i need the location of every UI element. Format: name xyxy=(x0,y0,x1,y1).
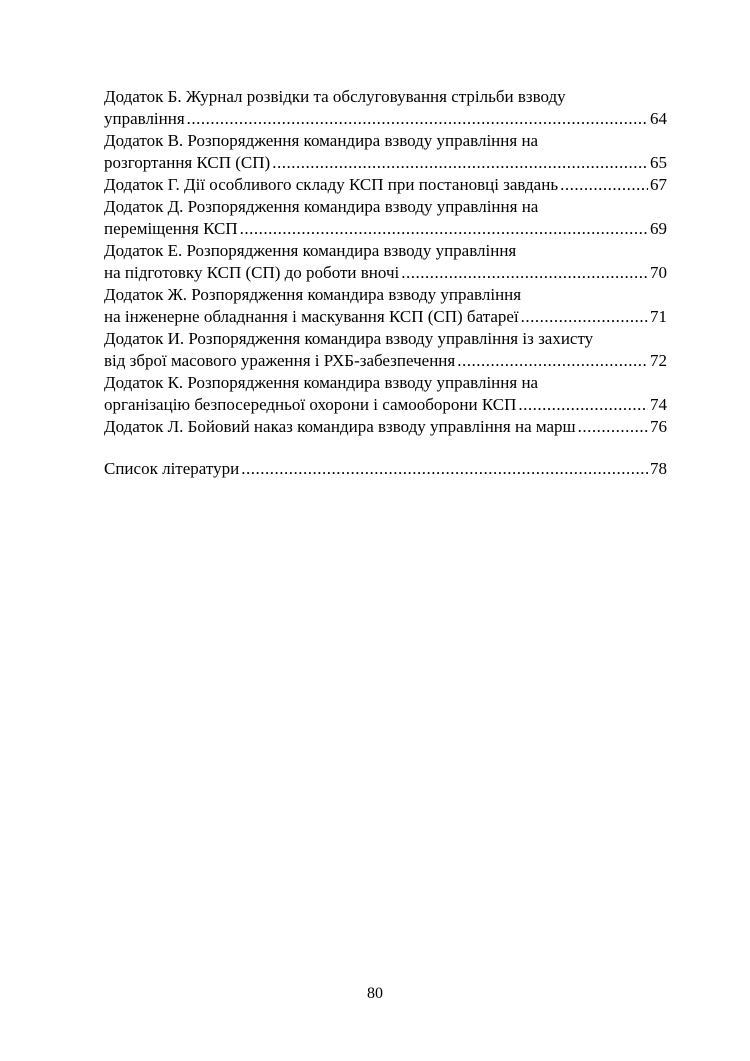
toc-page-number: 64 xyxy=(650,109,667,128)
toc-entry-title-cont: організацію безпосередньої охорони і самооборони КСП xyxy=(104,395,517,414)
toc-entry-dodatok-y xyxy=(104,328,667,372)
toc-entry-dodatok-v xyxy=(104,130,667,174)
toc-page-number: 78 xyxy=(650,459,667,478)
toc-entry-dodatok-l xyxy=(104,416,667,438)
toc-entry-title: Список літератури xyxy=(104,459,240,478)
page-number: 80 xyxy=(367,985,383,1002)
dot-leader xyxy=(401,262,648,284)
toc-entry-title: Додаток К. Розпорядження командира взводу управління на xyxy=(104,373,539,392)
toc-page-number: 70 xyxy=(650,263,667,282)
toc-page-number: 74 xyxy=(650,395,667,414)
toc-entry-title: Додаток Л. Бойовий наказ командира взводу управління на марш xyxy=(104,417,576,436)
toc-page-number: 72 xyxy=(650,351,667,370)
toc-entry-dodatok-h xyxy=(104,174,667,196)
toc-page-number: 65 xyxy=(650,153,667,172)
toc-entry-title: Додаток Г. Дії особливого складу КСП при постановці завдань xyxy=(104,175,559,194)
dot-leader xyxy=(578,416,648,438)
toc-entry-title: Додаток В. Розпорядження командира взводу управління на xyxy=(104,131,539,150)
toc-entry-title: Додаток Е. Розпорядження командира взводу управління xyxy=(104,241,517,260)
toc-entry-title-cont: на інженерне обладнання і маскування КСП (СП) батареї xyxy=(104,307,519,326)
toc-entry-title-cont: розгортання КСП (СП) xyxy=(104,153,271,172)
dot-leader xyxy=(240,218,648,240)
toc-page-number: 71 xyxy=(650,307,667,326)
table-of-contents xyxy=(104,86,667,480)
dot-leader xyxy=(241,458,648,480)
toc-entry-title-cont: на підготовку КСП (СП) до роботи вночі xyxy=(104,263,400,282)
toc-entry-title-cont: переміщення КСП xyxy=(104,219,238,238)
toc-entry-dodatok-k xyxy=(104,372,667,416)
toc-entry-dodatok-zh xyxy=(104,284,667,328)
dot-leader xyxy=(518,394,648,416)
toc-entry-title-cont: управління xyxy=(104,109,185,128)
toc-entry-title: Додаток Ж. Розпорядження командира взводу управління xyxy=(104,285,522,304)
toc-entry-title: Додаток Б. Журнал розвідки та обслуговування стрільби взводу xyxy=(104,87,566,106)
toc-page-number: 67 xyxy=(650,175,667,194)
dot-leader xyxy=(457,350,648,372)
toc-entry-dodatok-e xyxy=(104,240,667,284)
dot-leader xyxy=(521,306,648,328)
section-gap xyxy=(104,438,667,458)
toc-page-number: 69 xyxy=(650,219,667,238)
toc-entry-title: Додаток Д. Розпорядження командира взводу управління на xyxy=(104,197,539,216)
toc-entry-dodatok-b xyxy=(104,86,667,130)
toc-entry-dodatok-d xyxy=(104,196,667,240)
dot-leader xyxy=(560,174,648,196)
toc-page-number: 76 xyxy=(650,417,667,436)
dot-leader xyxy=(272,152,648,174)
dot-leader xyxy=(187,108,648,130)
toc-entry-title-cont: від зброї масового ураження і РХБ-забезпечення xyxy=(104,351,456,370)
toc-entry-references xyxy=(104,458,667,480)
toc-entry-title: Додаток И. Розпорядження командира взводу управління із захисту xyxy=(104,329,594,348)
